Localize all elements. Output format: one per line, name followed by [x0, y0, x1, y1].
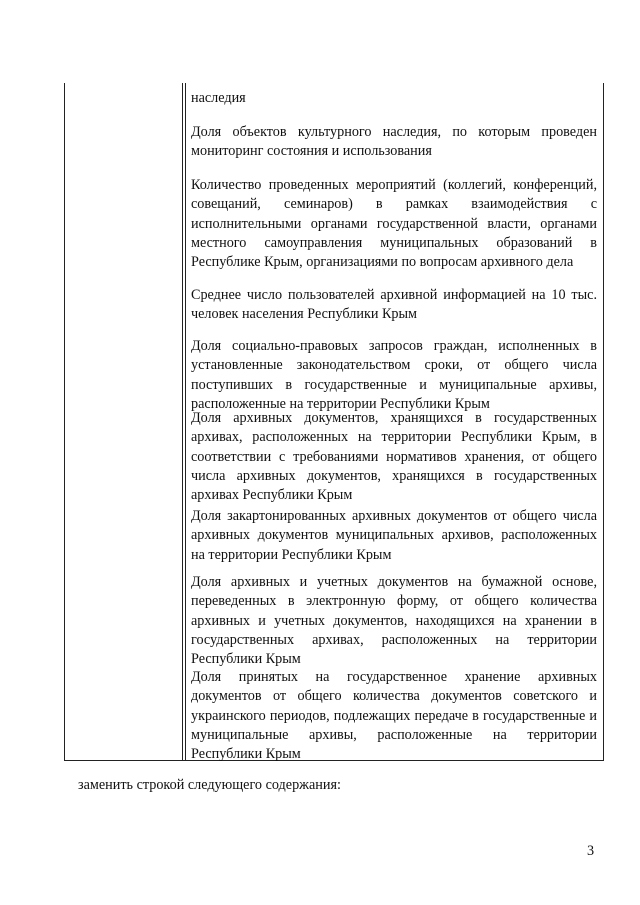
indicator-table: [64, 83, 604, 761]
table-column-divider-double: [185, 83, 186, 760]
indicator-text: Доля социально-правовых запросов граждан, исполненных в установленные законодательством сроки, от общего числа поступивших в государственные и муниципальные архивы, расположенные на территории Республики Крым: [191, 338, 597, 412]
replacement-instruction: заменить строкой следующего содержания:: [78, 777, 341, 793]
indicator-text: Доля объектов культурного наследия, по которым проведен мониторинг состояния и использования: [191, 124, 597, 160]
indicator-text: Доля закартонированных архивных документов от общего числа архивных документов муниципальных архивов, расположенных на территории Республики Крым: [191, 508, 597, 563]
table-column-divider: [182, 83, 183, 760]
indicator-text: Количество проведенных мероприятий (коллегий, конференций, совещаний, семинаров) в рамках взаимодействия с исполнительными органами государственной власти, органами местного самоуправления муниципальных образований в Республике Крым, организациями по вопросам архивного дела: [191, 177, 597, 271]
indicator-text: Доля принятых на государственное хранение архивных документов от общего количества документов советского и украинского периодов, подлежащих передаче в государственные и муниципальные архивы, расположенные на территории Республики Крым: [191, 669, 597, 763]
indicator-text: Доля архивных документов, хранящихся в государственных архивах, расположенных на территории Республики Крым, в соответствии с требованиями нормативов хранения, от общего числа архивных документов, хранящихся в государственных архивах Республики Крым: [191, 410, 597, 504]
indicator-text: наследия: [191, 90, 246, 106]
indicator-text: Среднее число пользователей архивной информацией на 10 тыс. человек населения Республики Крым: [191, 287, 597, 323]
page-number: 3: [587, 843, 595, 859]
indicator-text: Доля архивных и учетных документов на бумажной основе, переведенных в электронную форму, от общего количества архивных и учетных документов, находящихся на хранении в государственных архивах, расположенных на территории Республики Крым: [191, 574, 597, 668]
